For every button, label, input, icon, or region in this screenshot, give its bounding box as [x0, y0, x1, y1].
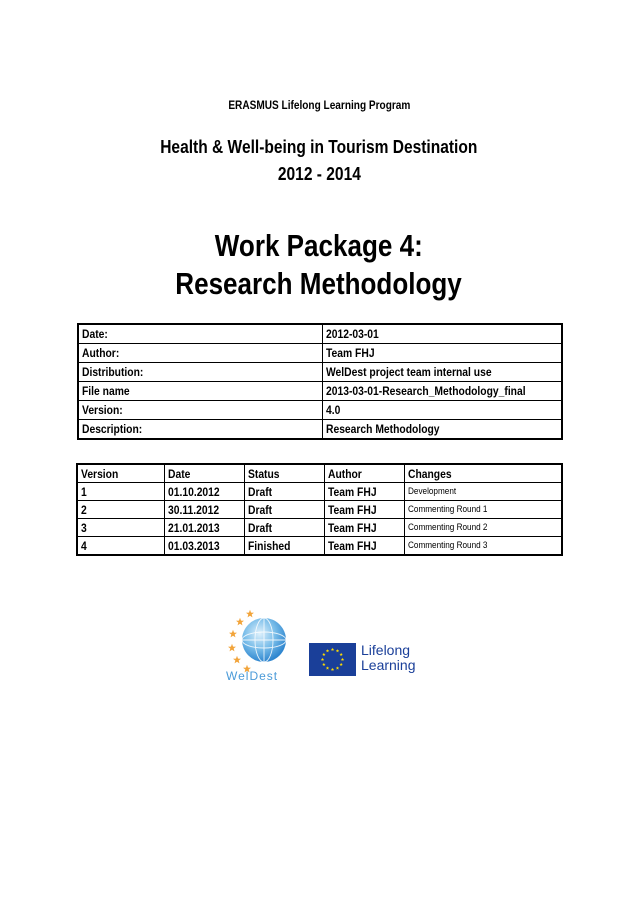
table-cell: 4	[77, 537, 164, 556]
table-row	[78, 344, 562, 363]
info-value: 2013-03-01-Research_Methodology_final	[322, 382, 562, 401]
table-cell: Draft	[244, 483, 324, 501]
work-package-title: Work Package 4:	[215, 228, 423, 263]
info-label: Description:	[78, 420, 322, 440]
work-package-subtitle: Research Methodology	[175, 266, 463, 301]
table-cell: 1	[77, 483, 164, 501]
table-cell: Commenting Round 2	[404, 519, 562, 537]
table-row	[78, 382, 562, 401]
star-icon	[233, 656, 241, 664]
document-info-table	[77, 323, 563, 440]
table-cell: Commenting Round 1	[404, 501, 562, 519]
column-header: Version	[77, 464, 164, 483]
program-name: ERASMUS Lifelong Learning Program	[227, 98, 411, 112]
table-row	[78, 420, 562, 440]
table-cell: Draft	[244, 501, 324, 519]
table-row	[78, 324, 562, 344]
version-history-table	[76, 463, 563, 556]
column-header: Date	[164, 464, 244, 483]
info-label: File name	[78, 382, 322, 401]
star-icon	[236, 618, 244, 626]
info-value: 4.0	[322, 401, 562, 420]
info-value: Team FHJ	[322, 344, 562, 363]
table-row	[77, 537, 562, 556]
table-cell: Draft	[244, 519, 324, 537]
info-label: Version:	[78, 401, 322, 420]
weldest-logo-text: WelDest	[226, 669, 279, 683]
star-icon	[246, 610, 254, 618]
table-row	[77, 501, 562, 519]
table-header-row	[77, 464, 562, 483]
table-cell: 01.03.2013	[164, 537, 244, 556]
table-cell: Development	[404, 483, 562, 501]
info-label: Distribution:	[78, 363, 322, 382]
table-cell: 2	[77, 501, 164, 519]
table-cell: Finished	[244, 537, 324, 556]
table-cell: Team FHJ	[324, 483, 404, 501]
table-cell: Team FHJ	[324, 537, 404, 556]
table-cell: 21.01.2013	[164, 519, 244, 537]
table-cell: Commenting Round 3	[404, 537, 562, 556]
lifelong-learning-line1: Lifelong	[361, 642, 411, 658]
column-header: Status	[244, 464, 324, 483]
table-row	[77, 483, 562, 501]
info-value: WelDest project team internal use	[322, 363, 562, 382]
table-row	[77, 519, 562, 537]
eu-flag-icon	[309, 643, 356, 676]
project-title: Health & Well-being in Tourism Destination	[160, 136, 478, 157]
column-header: Changes	[404, 464, 562, 483]
lifelong-learning-logo	[361, 643, 416, 673]
info-value: 2012-03-01	[322, 324, 562, 344]
info-label: Date:	[78, 324, 322, 344]
table-row	[78, 401, 562, 420]
table-cell: Team FHJ	[324, 501, 404, 519]
table-cell: 30.11.2012	[164, 501, 244, 519]
info-label: Author:	[78, 344, 322, 363]
star-icon	[229, 630, 237, 638]
info-value: Research Methodology	[322, 420, 562, 440]
table-cell: 3	[77, 519, 164, 537]
project-years: 2012 - 2014	[277, 163, 361, 184]
column-header: Author	[324, 464, 404, 483]
table-row	[78, 363, 562, 382]
star-icon	[228, 644, 236, 652]
lifelong-learning-line2: Learning	[361, 657, 416, 673]
table-cell: Team FHJ	[324, 519, 404, 537]
table-cell: 01.10.2012	[164, 483, 244, 501]
